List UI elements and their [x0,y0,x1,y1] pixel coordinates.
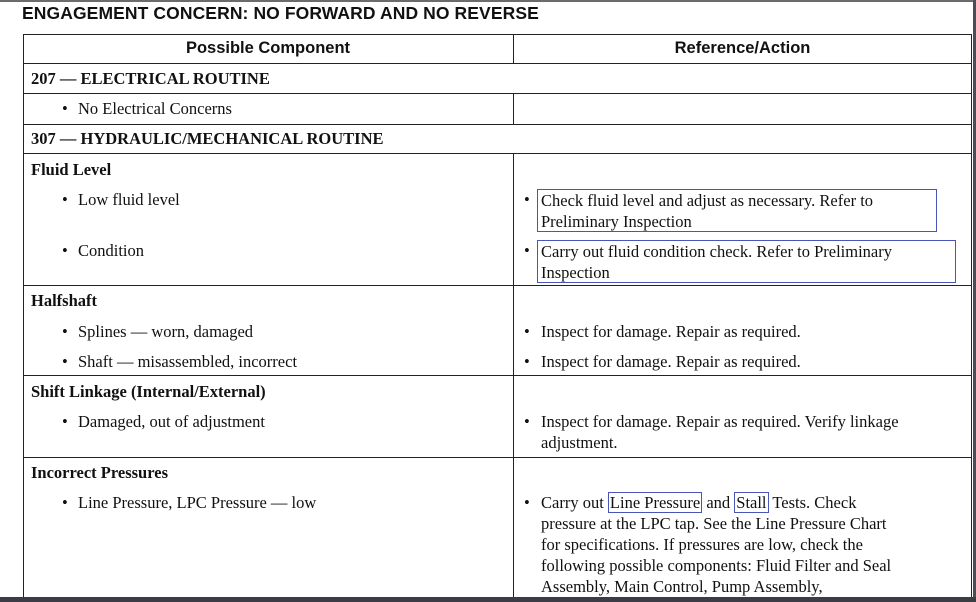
bullet: • [524,412,530,431]
group-title-shift-linkage: Shift Linkage (Internal/External) [31,382,266,401]
column-divider [513,93,514,124]
component-shaft: Shaft — misassembled, incorrect [78,352,298,371]
row-divider [23,93,972,94]
component-splines: Splines — worn, damaged [78,322,254,341]
group-title-fluid-level: Fluid Level [31,160,112,179]
group-title-incorrect-pressures: Incorrect Pressures [31,463,169,482]
header-bottom-border [23,63,972,64]
action-line: Carry out fluid condition check. Refer to Preliminary [541,242,892,261]
row-divider [23,285,972,286]
table-top-border [23,34,972,35]
action-link-fluid-condition-check[interactable] [537,240,956,283]
action-text: Tests. Check [772,493,857,512]
bullet: • [524,241,530,260]
action-line: Inspection [541,263,610,282]
action-line: Preliminary Inspection [541,212,692,231]
bullet: • [524,190,530,209]
action-linkage-line1: Inspect for damage. Repair as required. Verify linkage [541,412,899,431]
bullet: • [524,352,530,371]
action-pressures-line: pressure at the LPC tap. See the Line Pressure Chart [541,514,887,533]
component-line-pressure-low: Line Pressure, LPC Pressure — low [78,493,317,512]
component-no-electrical-concerns: No Electrical Concerns [78,99,232,118]
row-divider [23,457,972,458]
action-inspect-splines: Inspect for damage. Repair as required. [541,322,801,341]
header-reference-action: Reference/Action [674,39,811,57]
column-divider [513,153,514,602]
action-text: Carry out [541,493,604,512]
line-pressure-link[interactable]: Line Pressure [609,493,701,512]
action-pressures-line: following possible components: Fluid Filter and Seal [541,556,892,575]
bullet: • [62,99,68,118]
action-text: and [706,493,731,512]
table-right-border [971,34,972,602]
group-title-halfshaft: Halfshaft [31,291,97,310]
section-title-electrical: 207 — ELECTRICAL ROUTINE [31,69,270,88]
bullet: • [62,322,68,341]
table-left-border [23,34,24,602]
component-low-fluid-level: Low fluid level [78,190,180,209]
component-damaged-linkage: Damaged, out of adjustment [78,412,265,431]
bullet: • [62,190,68,209]
bullet: • [62,412,68,431]
bullet: • [524,322,530,341]
bullet: • [62,352,68,371]
bullet: • [524,493,530,512]
bullet: • [62,241,68,260]
stall-link[interactable]: Stall [736,493,767,512]
action-pressures-line1 [541,492,856,513]
action-line: Check fluid level and adjust as necessary. Refer to [541,191,874,210]
row-divider [23,375,972,376]
action-pressures-line: for specifications. If pressures are low, check the [541,535,863,554]
action-pressures-line: Assembly, Main Control, Pump Assembly, [541,577,823,596]
action-linkage-line2: adjustment. [541,433,618,452]
bullet: • [62,493,68,512]
row-divider [23,153,972,154]
action-inspect-shaft: Inspect for damage. Repair as required. [541,352,801,371]
component-condition: Condition [78,241,145,260]
bottom-scrollbar-edge [0,597,976,602]
page-title: ENGAGEMENT CONCERN: NO FORWARD AND NO REVERSE [22,3,539,23]
header-possible-component: Possible Component [185,39,351,57]
section-title-hydraulic: 307 — HYDRAULIC/MECHANICAL ROUTINE [31,129,384,148]
row-divider [23,124,972,125]
top-border [0,0,976,2]
action-link-check-fluid-level[interactable] [537,189,937,232]
